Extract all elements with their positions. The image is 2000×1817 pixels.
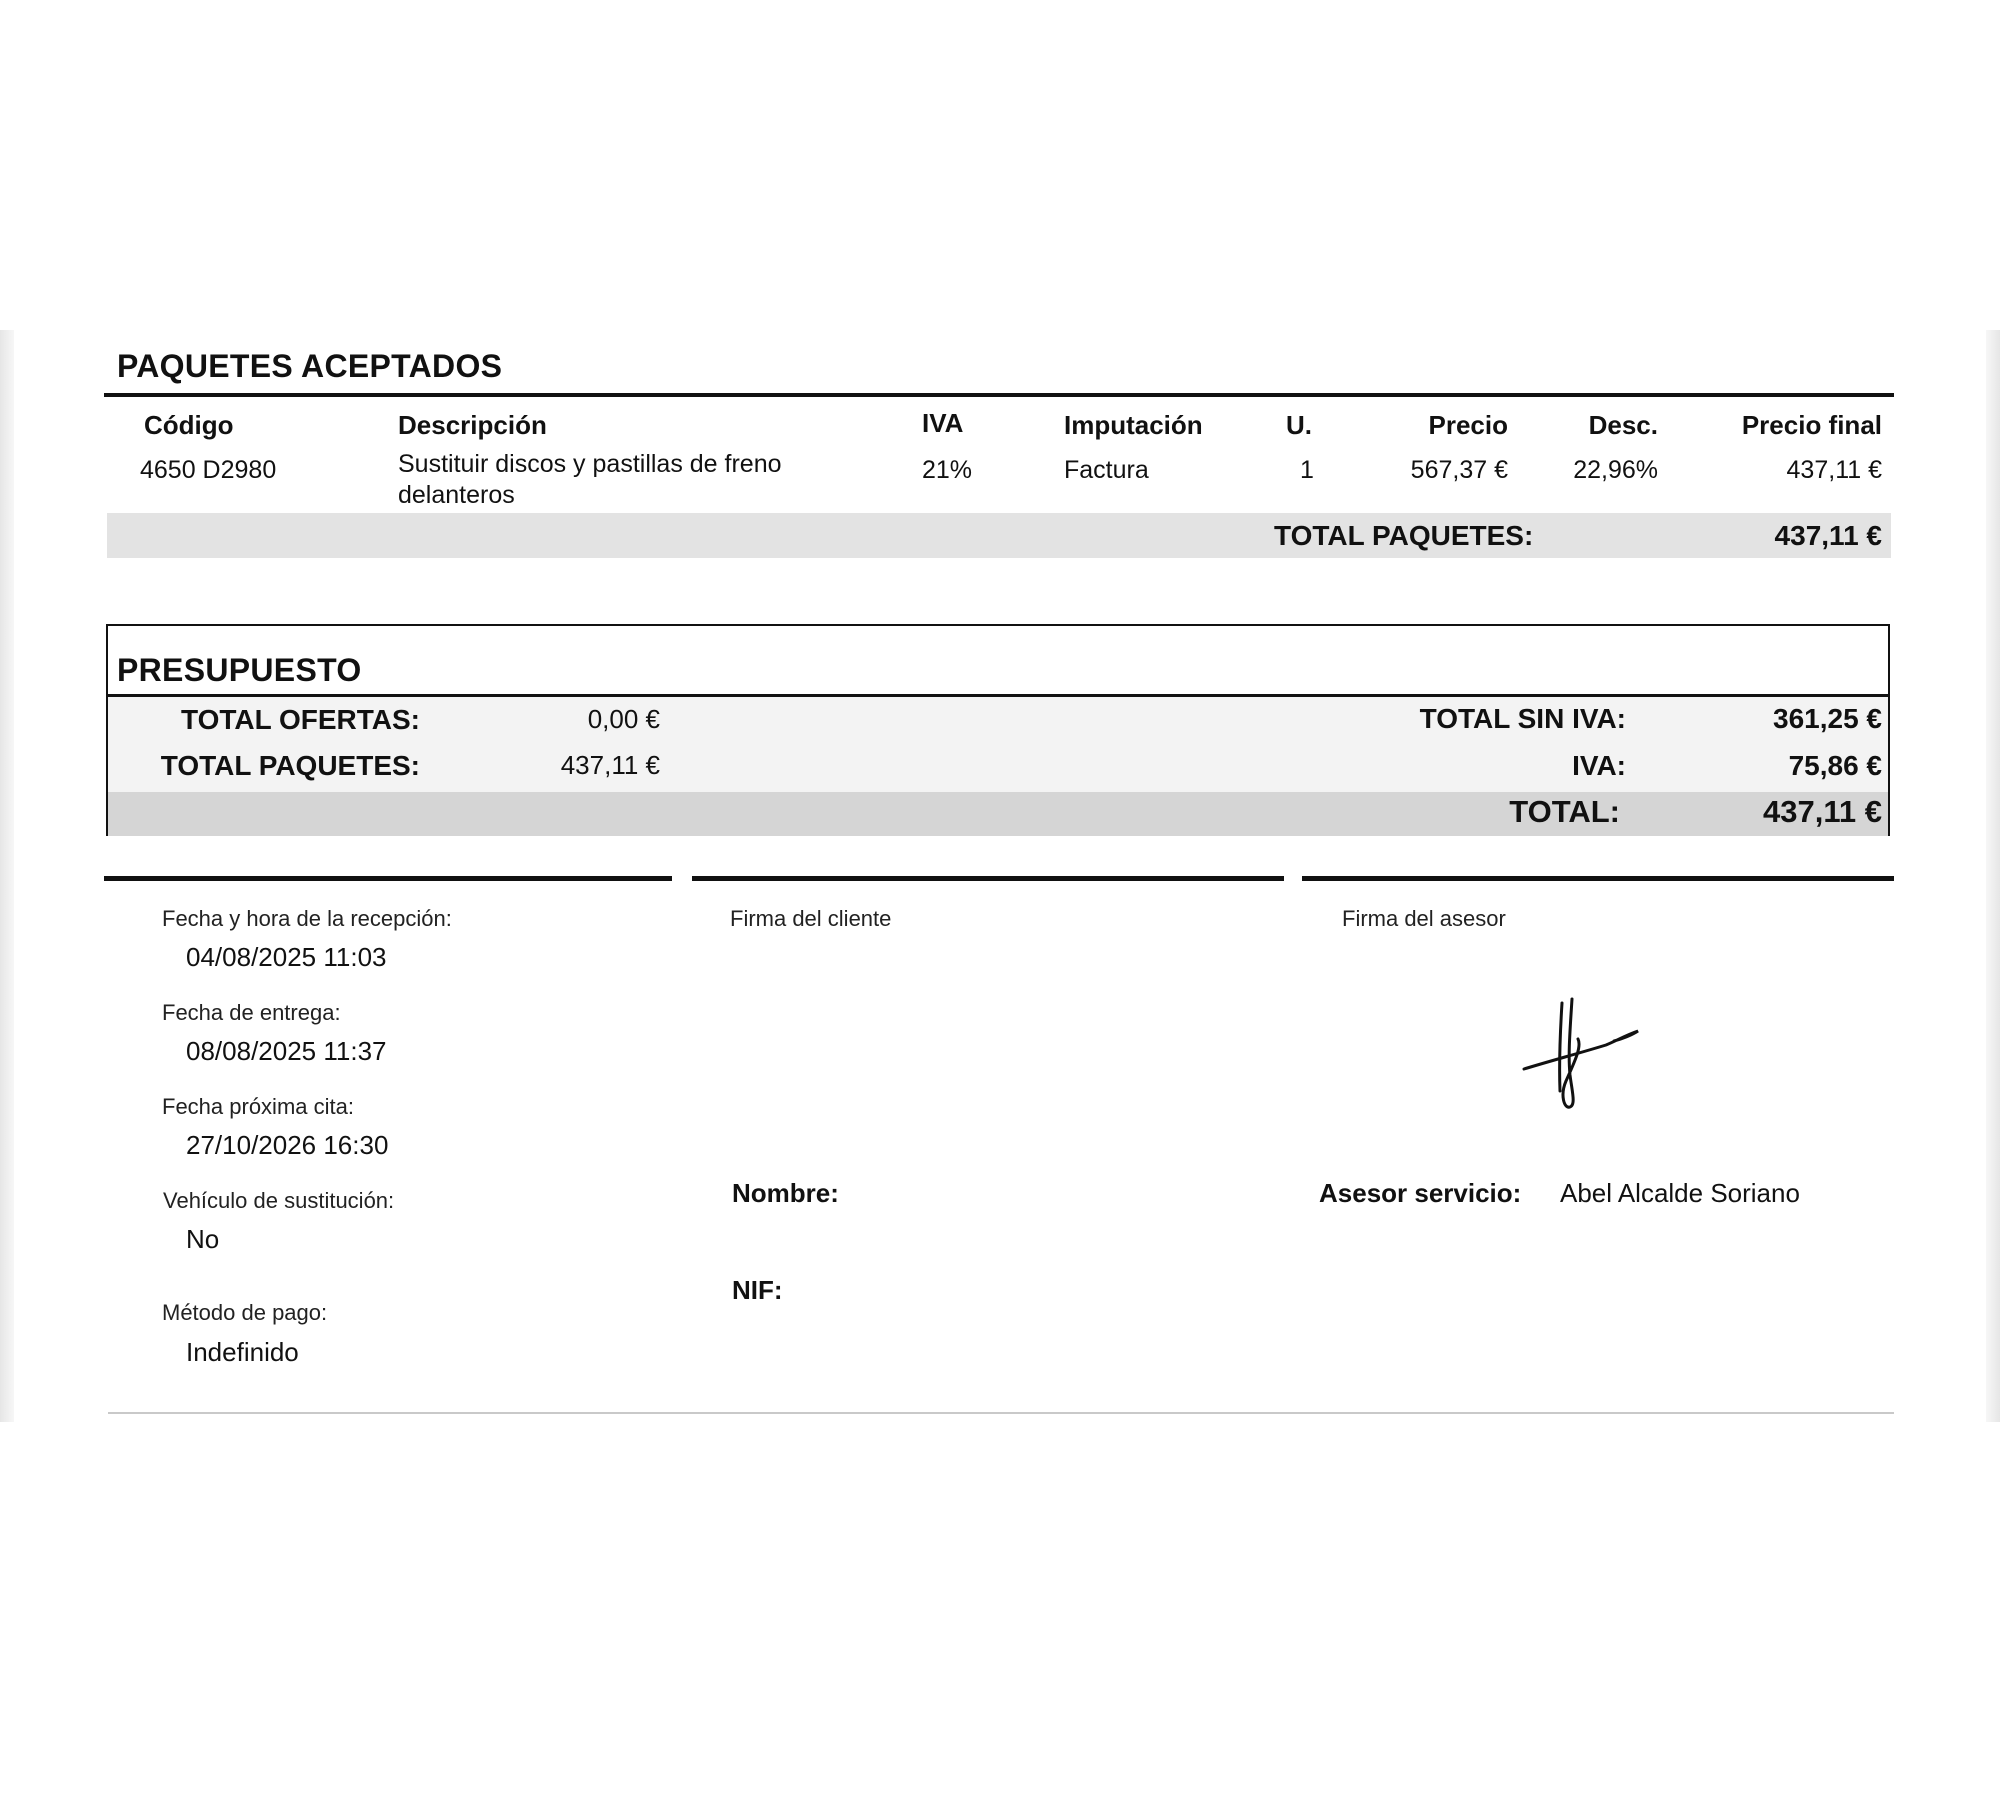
header-imputacion: Imputación [1064,410,1203,440]
asesor-servicio-label: Asesor servicio: [1319,1178,1522,1208]
total-paquetes-label: TOTAL PAQUETES: [160,750,420,781]
header-descripcion: Descripción [398,410,547,440]
presupuesto-total-row [108,792,1888,836]
column-rule-asesor [1302,876,1894,881]
paquetes-title: PAQUETES ACEPTADOS [117,348,503,384]
paquetes-total-label: TOTAL PAQUETES: [1274,520,1534,551]
firma-cliente-label: Firma del cliente [730,906,892,931]
presupuesto-title: PRESUPUESTO [117,652,362,688]
cell-imputacion: Factura [1064,456,1149,484]
cell-precio: 567,37 € [1410,456,1508,484]
asesor-servicio-value: Abel Alcalde Soriano [1560,1178,1800,1208]
metodo-pago-label: Método de pago: [162,1300,328,1325]
metodo-pago-value: Indefinido [186,1337,299,1367]
total-paquetes-value: 437,11 € [560,750,660,780]
footer-divider [108,1412,1894,1414]
header-precio-final: Precio final [1741,410,1882,440]
proxima-cita-label: Fecha próxima cita: [162,1094,354,1119]
header-descuento: Desc. [1588,410,1658,440]
header-precio: Precio [1428,410,1508,440]
column-rule-info [104,876,672,881]
cell-descripcion-line2: delanteros [398,481,515,509]
total-value: 437,11 € [1763,794,1882,829]
advisor-signature [1510,995,1650,1115]
entrega-label: Fecha de entrega: [162,1000,341,1025]
entrega-value: 08/08/2025 11:37 [186,1036,387,1066]
cell-descripcion-line1: Sustituir discos y pastillas de freno [398,450,782,478]
paquetes-total-value: 437,11 € [1774,520,1882,551]
proxima-cita-value: 27/10/2026 16:30 [186,1130,389,1160]
vehiculo-value: No [186,1224,220,1254]
header-codigo: Código [144,410,234,440]
paquetes-total-bar [107,513,1891,558]
cell-iva: 21% [922,456,973,484]
header-unidades: U. [1286,410,1312,440]
firma-asesor-label: Firma del asesor [1342,906,1506,931]
recepcion-label: Fecha y hora de la recepción: [162,906,452,931]
nombre-label: Nombre: [732,1178,839,1208]
header-iva: IVA [922,408,964,438]
cell-descuento: 22,96% [1573,456,1658,484]
total-label: TOTAL: [1509,794,1620,829]
cell-precio-final: 437,11 € [1786,456,1882,484]
cell-unidades: 1 [1300,456,1314,484]
total-ofertas-value: 0,00 € [587,704,660,734]
total-ofertas-label: TOTAL OFERTAS: [180,704,420,735]
total-sin-iva-label: TOTAL SIN IVA: [1419,703,1626,734]
nif-label: NIF: [732,1275,783,1305]
recepcion-value: 04/08/2025 11:03 [186,942,387,972]
vehiculo-label: Vehículo de sustitución: [163,1188,395,1213]
total-sin-iva-value: 361,25 € [1773,703,1882,734]
iva-label: IVA: [1572,750,1626,781]
page-edge-right [1986,330,2000,1422]
column-rule-cliente [692,876,1284,881]
cell-codigo: 4650 D2980 [140,456,277,484]
iva-value: 75,86 € [1788,750,1882,781]
paquetes-title-rule [104,393,1894,397]
page-edge-left [0,330,14,1422]
